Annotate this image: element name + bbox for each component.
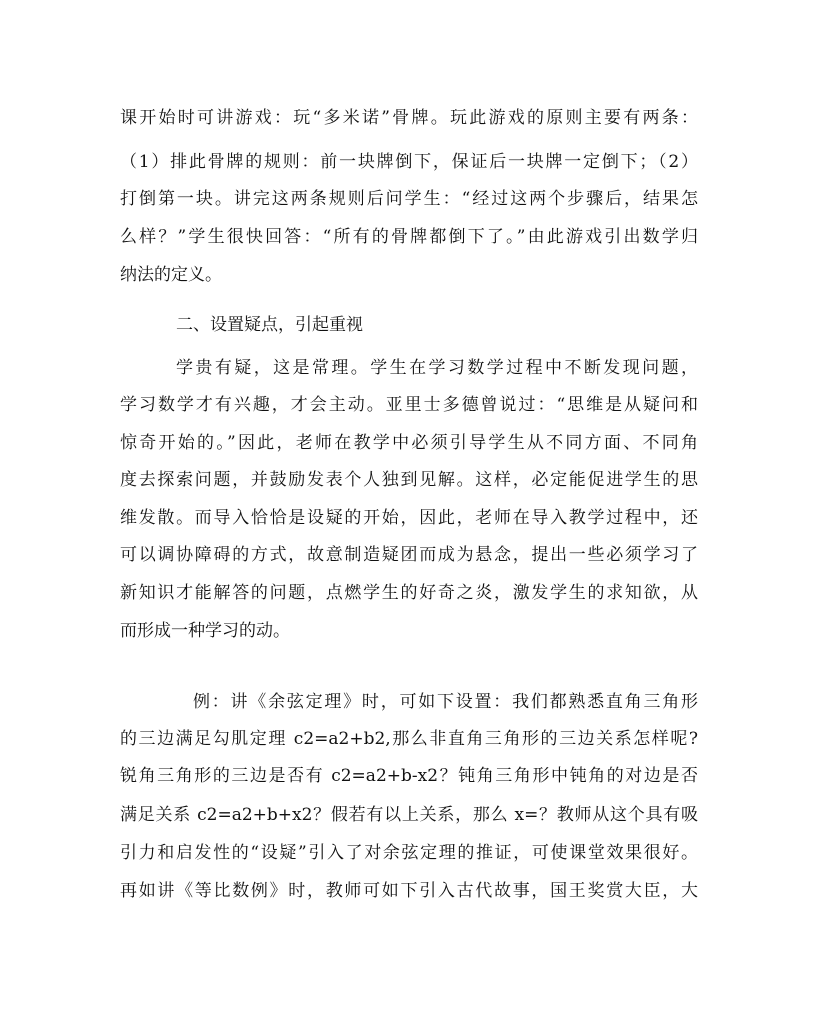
paragraph-line-20: 再如讲《等比数例》时，教师可如下引入古代故事，国王奖赏大臣，大 [120, 881, 698, 901]
paragraph-line-16: 的三边满足勾肌定理 c2=a2+b2,那么非直角三角形的三边关系怎样呢? [120, 729, 698, 749]
paragraph-line-2: （1）排此骨牌的规则：前一块牌倒下，保证后一块牌一定倒下；（2） [120, 152, 698, 172]
paragraph-line-7: 学贵有疑，这是常理。学生在学习数学过程中不断发现问题， [176, 358, 698, 378]
paragraph-line-3: 打倒第一块。讲完这两条规则后问学生：“经过这两个步骤后，结果怎 [120, 189, 698, 209]
paragraph-line-18: 满足关系 c2=a2+b+x2？假若有以上关系，那么 x=？教师从这个具有吸 [120, 805, 698, 825]
paragraph-line-11: 维发散。而导入恰恰是设疑的开始，因此，老师在导入教学过程中，还 [120, 508, 698, 528]
paragraph-line-13: 新知识才能解答的问题，点燃学生的好奇之炎，激发学生的求知欲，从 [120, 583, 698, 603]
paragraph-line-15: 例：讲《余弦定理》时，可如下设置：我们都熟悉直角三角形 [193, 692, 698, 712]
paragraph-line-1: 课开始时可讲游戏：玩“多米诺”骨牌。玩此游戏的原则主要有两条： [120, 108, 698, 128]
paragraph-line-17: 锐角三角形的三边是否有 c2=a2+b-x2？钝角三角形中钝角的对边是否 [120, 766, 698, 786]
paragraph-line-14: 而形成一种学习的动。 [120, 621, 290, 641]
paragraph-line-5: 纳法的定义。 [120, 265, 222, 285]
paragraph-line-8: 学习数学才有兴趣，才会主动。亚里士多德曾说过：“思维是从疑问和 [120, 395, 698, 415]
paragraph-line-9: 惊奇开始的。”因此，老师在教学中必须引导学生从不同方面、不同角 [120, 433, 698, 453]
paragraph-line-12: 可以调协障碍的方式，故意制造疑团而成为悬念，提出一些必须学习了 [120, 545, 698, 565]
section-heading: 二、设置疑点，引起重视 [176, 315, 363, 335]
paragraph-line-19: 引力和启发性的“设疑”引入了对余弦定理的推证，可使课堂效果很好。 [120, 843, 698, 863]
paragraph-line-10: 度去探索问题，并鼓励发表个人独到见解。这样，必定能促进学生的思 [120, 470, 698, 490]
paragraph-line-4: 么样？”学生很快回答：“所有的骨牌都倒下了。”由此游戏引出数学归 [120, 227, 698, 247]
